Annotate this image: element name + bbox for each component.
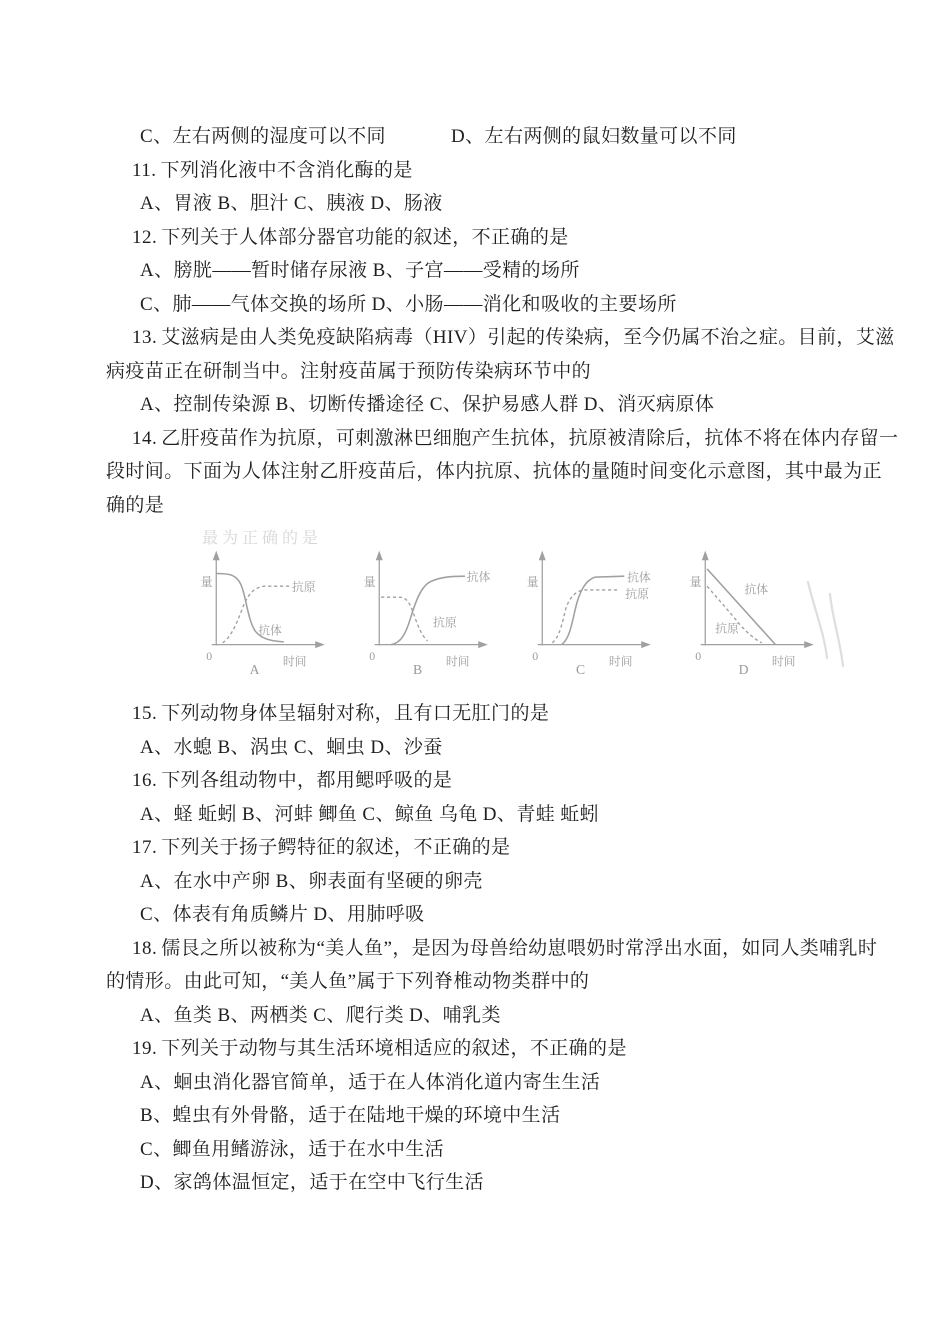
question-16-options-line: A、蛏 蚯蚓 B、河蚌 鲫鱼 C、鲸鱼 乌龟 D、青蛙 蚯蚓 <box>140 803 600 825</box>
graph-a-antigen-label: 抗原 <box>291 579 316 594</box>
question-16-stem-line <box>106 764 866 798</box>
question-12-options-cd-line: C、肺——气体交换的场所 D、小肠——消化和吸收的主要场所 <box>140 293 677 315</box>
question-17-stem-line <box>106 831 866 865</box>
question-18-number: 18. <box>132 937 158 959</box>
graph-b-option-letter: B <box>412 661 423 675</box>
graph-d-antibody-label: 抗体 <box>744 582 769 597</box>
graph-b-axes <box>375 551 488 648</box>
question-11-stem: 下列消化液中不含消化酶的是 <box>160 159 413 181</box>
question-17-options-cd-line: C、体表有角质鳞片 D、用肺呼吸 <box>140 904 425 925</box>
question-11-stem-line <box>106 154 866 188</box>
question-16-number: 16. <box>132 770 158 791</box>
graph-option-a <box>198 544 333 675</box>
graph-c-antigen-curve <box>552 590 618 643</box>
question-12-stem: 下列关于人体部分器官功能的叙述，不正确的是 <box>161 226 569 248</box>
question-14-stem-line-2: 段时间。下面为人体注射乙肝疫苗后，体内抗原、抗体的量随时间变化示意图，其中最为正 <box>106 461 883 482</box>
graph-c-antigen-label: 抗原 <box>625 587 649 602</box>
graph-option-c <box>524 544 659 675</box>
graph-c-x-axis-label: 时间 <box>608 654 633 669</box>
graph-option-b <box>361 544 496 675</box>
graph-d-y-axis-label: 量 <box>689 575 702 590</box>
graph-c-antibody-curve <box>561 576 624 644</box>
question-14-graphs-row <box>198 544 822 675</box>
scan-pen-marks <box>800 580 850 675</box>
question-19-option-a-line: A、蛔虫消化器官简单，适于在人体消化道内寄生生活 <box>140 1071 601 1093</box>
question-10-options-cd-line <box>106 120 866 154</box>
question-18-stem-line-1 <box>106 932 878 966</box>
question-13-stem-line-1 <box>106 321 895 355</box>
question-19-option-d-line: D、家鸽体温恒定，适于在空中飞行生活 <box>140 1172 484 1193</box>
question-13-stem-part-1: 艾滋病是由人类免疫缺陷病毒（HIV）引起的传染病，至今仍属不治之症。目前，艾滋 <box>161 327 895 348</box>
question-10-option-c: C、左右两侧的湿度可以不同 <box>140 126 386 147</box>
graph-d-origin-label: 0 <box>695 649 702 664</box>
question-15-stem: 下列动物身体呈辐射对称，且有口无肛门的是 <box>161 703 550 724</box>
question-12-number: 12. <box>132 226 158 248</box>
question-14-figure-area <box>106 522 866 697</box>
question-19-stem: 下列关于动物与其生活环境相适应的叙述，不正确的是 <box>161 1038 627 1059</box>
question-10-option-d: D、左右两侧的鼠妇数量可以不同 <box>451 126 737 147</box>
graph-a-x-axis-label: 时间 <box>282 654 307 669</box>
graph-b-origin-label: 0 <box>369 649 376 664</box>
question-13-options-line: A、控制传染源 B、切断传播途径 C、保护易感人群 D、消灭病原体 <box>140 394 715 415</box>
question-19-option-c-line: C、鲫鱼用鳍游泳，适于在水中生活 <box>140 1138 445 1160</box>
question-14-stem-part-1: 乙肝疫苗作为抗原，可刺激淋巴细胞产生抗体，抗原被清除后，抗体不将在体内存留一 <box>161 427 899 449</box>
question-14-number: 14. <box>132 427 158 449</box>
question-15-options-line: A、水螅 B、涡虫 C、蛔虫 D、沙蚕 <box>140 736 443 758</box>
question-15-number: 15. <box>132 703 158 724</box>
question-18-stem-part-1: 儒艮之所以被称为“美人鱼”，是因为母兽给幼崽喂奶时常浮出水面，如同人类哺乳时 <box>161 937 878 959</box>
question-13-number: 13. <box>132 327 158 348</box>
graph-c-y-axis-label: 量 <box>526 575 539 590</box>
question-12-stem-line <box>106 221 866 255</box>
pen-mark-stroke-1 <box>808 582 827 658</box>
graph-b-y-axis-label: 量 <box>363 575 376 590</box>
graph-b-antigen-label: 抗原 <box>433 615 457 630</box>
graph-a-origin-label: 0 <box>206 649 213 664</box>
graph-b-antibody-curve <box>391 576 465 644</box>
question-17-stem: 下列关于扬子鳄特征的叙述，不正确的是 <box>161 837 511 858</box>
question-19-stem-line <box>106 1032 866 1066</box>
scan-ghost-text: 最为正确的是 <box>202 530 323 547</box>
graph-c-antibody-label: 抗体 <box>627 570 651 585</box>
graph-b-x-axis-label: 时间 <box>445 654 470 669</box>
question-11-number: 11. <box>132 159 157 181</box>
question-16-stem: 下列各组动物中，都用鳃呼吸的是 <box>161 770 453 791</box>
question-13-stem-line-2: 病疫苗正在研制当中。注射疫苗属于预防传染病环节中的 <box>106 360 592 382</box>
graph-a-antibody-label: 抗体 <box>258 623 282 638</box>
question-12-options-ab-line: A、膀胱——暂时储存尿液 B、子宫——受精的场所 <box>140 260 580 281</box>
graph-c-option-letter: C <box>575 661 586 675</box>
graph-b-antibody-label: 抗体 <box>466 569 491 584</box>
question-11-options-line: A、胃液 B、胆汁 C、胰液 D、肠液 <box>140 193 443 214</box>
question-14-stem-line-3: 确的是 <box>106 494 165 516</box>
graph-d-antigen-label: 抗原 <box>715 621 739 636</box>
question-19-option-b-line: B、蝗虫有外骨骼，适于在陆地干燥的环境中生活 <box>140 1105 561 1126</box>
exam-content <box>106 120 899 1200</box>
pen-mark-stroke-2 <box>830 594 843 666</box>
graph-c-origin-label: 0 <box>532 649 539 664</box>
question-15-stem-line <box>106 697 866 731</box>
question-17-options-ab-line: A、在水中产卵 B、卵表面有坚硬的卵壳 <box>140 870 483 892</box>
graph-d-option-letter: D <box>738 661 749 675</box>
graph-d-x-axis-label: 时间 <box>771 654 796 669</box>
graph-a-option-letter: A <box>249 661 260 675</box>
graph-a-y-axis-label: 量 <box>200 575 213 590</box>
question-14-stem-line-1 <box>106 422 899 456</box>
question-18-options-line: A、鱼类 B、两栖类 C、爬行类 D、哺乳类 <box>140 1004 501 1026</box>
question-17-number: 17. <box>132 837 158 858</box>
question-18-stem-line-2: 的情形。由此可知，“美人鱼”属于下列脊椎动物类群中的 <box>106 971 590 992</box>
question-19-number: 19. <box>132 1038 158 1059</box>
